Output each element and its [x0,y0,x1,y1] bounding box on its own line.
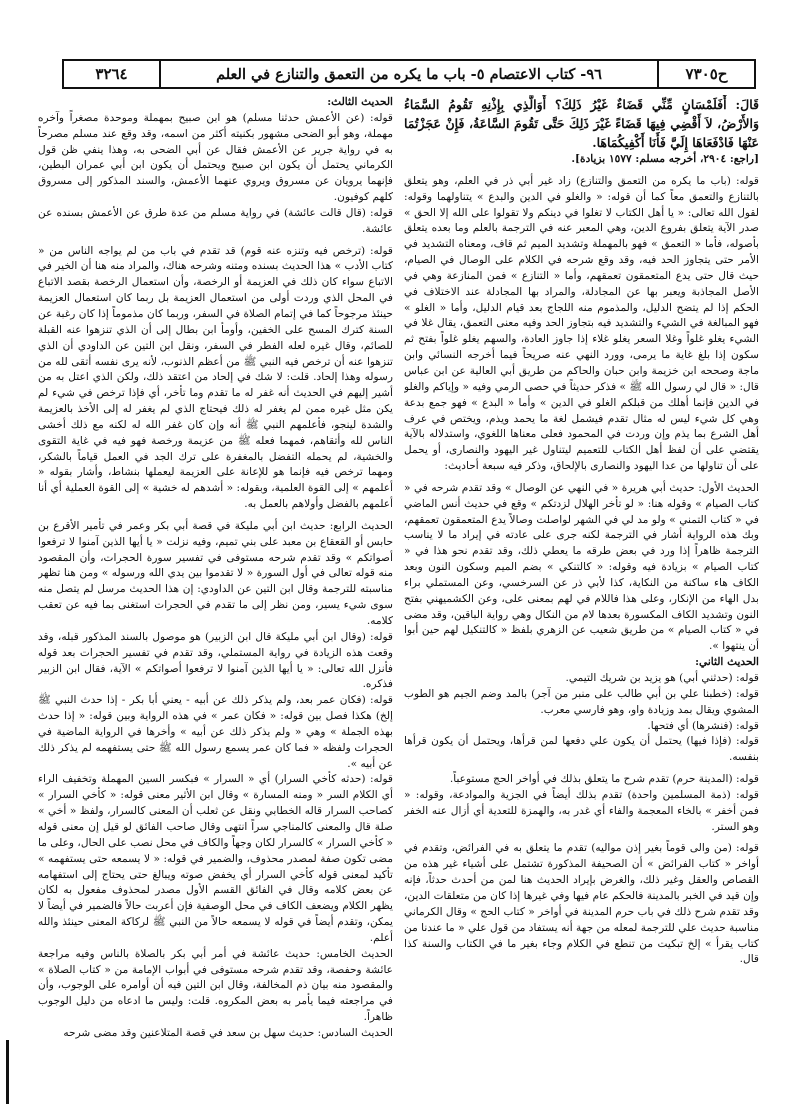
paragraph: قوله: (قال قالت عائشة) في رواية مسلم من عدة طرق عن الأعمش بسنده عن عائشة. [38,206,393,235]
paragraph: قوله: (عن الأعمش حدثنا مسلم) هو ابن صبيح بمهملة وموحدة مصغراً وآخره مهملة، وهو أبو الضحى مشهور بكنيته أكثر من اسمه، وقد وقع عند مسلم مصرحاً به في رواية جرير عن الأعمش فقال عن أبي الضحى به، وهذا ينفي ظن قول الكرماني يحتمل أن يكون ابن صبيح ويحتمل أن يكون ابن أبي عمران البطين، فإنهما يرويان عن مسروق ويروي عنهما الأعمش، والسند المذكور إلى مسروق كلهم كوفيون. [38,111,393,204]
margin-rule [6,1040,9,1104]
paragraph: قوله: (فإذا فيها) يحتمل أن يكون علي دفعها لمن قرأها، ويحتمل أن يكون قرأها بنفسه. [404,735,759,764]
running-header [62,59,756,89]
paragraph: الحديث الثالث: [327,96,393,108]
page-number: ٣٢٦٤ [64,61,161,87]
paragraph: قوله: (ترخص فيه وتنزه عنه قوم) قد تقدم في باب من لم يواجه الناس من « كتاب الأدب » هذا الحديث بسنده ومتنه وشرحه هناك، والمراد منه هنا أن الخير في الاتباع سواء كان ذلك في العزيمة أو الرخصة، وأن استعمال الرخصة بقصد الاتباع في المحل الذي وردت أولى من استعمال العزيمة بل ربما كان استعمال العزيمة حينئذ مرجوحاً كما في إتمام الصلاة في السفر، وربما كان مذموماً إذا كان رغبة عن السنة كترك المسح على الخفين، وأومأ ابن بطال إلى أن الذي تنزهوا عنه القبلة للصائم، وقال غيره لعله الفطر في السفر، ونقل ابن التين عن الداودي أن الذي تنزهوا عنه أن ترخص فيه النبي ﷺ من أعظم الذنوب، لأنه يرى نفسه أتقى لله من رسوله وهذا إلحاد. قلت: لا شك في إلحاد من اعتقد ذلك، ولكن الذي اعتل به من أشير إليهم في الحديث أنه غفر له ما تقدم وما تأخر، أي فإذا ترخص في شيء لم يكن مثل غيره ممن لم يغفر له ذلك فيحتاج الذي لم يغفر له إلى الأخذ بالعزيمة والشدة لينجو، فأعلمهم النبي ﷺ أنه وإن كان غفر الله له لكنه مع ذلك أخشى الناس لله وأتقاهم، فمهما فعله ﷺ من عزيمة ورخصة فهو فيه في غاية التقوى والخشية، لم يحمله التفضل بالمغفرة على ترك الجد في العمل قياماً بالشكر، ومهما ترخص فيه فإنما هو للإعانة على العزيمة ليعملها بنشاط، وأشار بقوله « أعلمهم » إلى القوة العلمية، وبقوله: « أشدهم له خشية » إلى القوة العملية أي أنا أعلمهم بالفضل وأولاهم بالعمل به. [38,244,393,511]
paragraph: قوله: (ذمة المسلمين واحدة) تقدم بذلك أيضاً في الجزية والموادعة، وقوله: « فمن أخفر » بالخاء المعجمة والفاء أي غدر به، والهمزة للتعدية أي أزال عنه الخفر وهو الستر. [404,788,759,833]
chapter-title: ٩٦- كتاب الاعتصام ٥- باب ما يكره من التعمق والتنازع في العلم [216,65,602,83]
paragraph: قوله: (خطبنا علي بن أبي طالب على منبر من آجر) بالمد وضم الجيم هو الطوب المشوي ويقال بمد وزيادة واو، وهو فارسي معرب. [404,687,759,716]
paragraph: قوله: (باب ما يكره من التعمق والتنازع) زاد غير أبي ذر في العلم، وهو يتعلق بالتنازع والتعمق معاً كما أن قوله: « والغلو في الدين والبدع » يتناولهما وقوله: لقول الله تعالى: « يا أهل الكتاب لا تغلوا في دينكم ولا تقولوا على الله إلا الحق » صدر الآية يتعلق بفروع الدين، وهي المعبر عنه في الترجمة بالعلم وما بعده يتعلق بأصوله، فأما « التعمق » فهو بالمهملة وتشديد الميم ثم قاف، ومعناه التشديد في الأمر حتى يتجاوز الحد فيه، وقد وقع شرحه في الكلام على الوصال في الصيام، حيث قال حتى يدع المتعمقون تعمقهم، وأما « التنازع » فمن المنازعة وهي في الأصل المجاذبة ويعبر بها عن المجادلة، والمراد بها المجادلة عند الاختلاف في الحكم إذا لم يتضح الدليل، والمذموم منه اللجاج بعد قيام الدليل، وأما « الغلو » فهو المبالغة في الشيء والتشديد فيه بتجاوز الحد وفيه معنى التعمق، يقال غلا في الشيء يغلو غلواً وغلا السعر يغلو غلاء إذا جاوز العادة، والسهم يغلو غلواً بفتح ثم سكون إذا بلغ غاية ما يرمى، وورد النهي عنه صريحاً فيما أخرجه النسائي وابن ماجة وصححه ابن خزيمة وابن حبان والحاكم من طريق أبي العالية عن ابن عباس قال: « قال لي رسول الله ﷺ » فذكر حديثاً في حصى الرمي وفيه « وإياكم والغلو في الدين فإنما أهلك من قبلكم الغلو في الدين » وأما « البدع » فهو جمع بدعة وهي كل شيء ليس له مثال تقدم فيشمل لغة ما يحمد ويذم، ويختص في عرف أهل الشرع بما يذم وإن وردت في المحمود فعلى معناها اللغوي، واستدلاله بالآية يقتضي على أن لفظ أهل الكتاب للتعميم ليتناول غير اليهود والنصارى، أو يحمل على أن تناولها من عدا اليهود والنصارى بالإلحاق، وذكر فيه سبعة أحاديث: [404,174,759,473]
hadith-reference: ح٧٣٠٥ [657,61,754,87]
paragraph: الحديث الثاني: [695,656,759,669]
paragraph: الحديث الخامس: حديث عائشة في أمر أبي بكر بالصلاة بالناس وفيه مراجعة عائشة وحفصة، وقد تقدم شرحه مستوفى في أبواب الإمامة من « كتاب الصلاة » والمقصود منه بيان ذم المخالفة، وقال ابن التين فيه أن أوامره على الوجوب، وأن في مراجعته فيما يأمر به بعض المكروه. قلت: وليس ما ادعاه من دليل الوجوب ظاهراً. [38,947,393,1024]
paragraph: قوله: (فكان عمر بعد، ولم يذكر ذلك عن أبيه - يعني أبا بكر - إذا حدث النبي ﷺ إلخ) هكذا فصل بين قوله: « فكان عمر » في هذه الرواية وبين قوله: « إذا حدث بهذه الجملة » وهي « ولم يذكر ذلك عن أبيه » وأخرها في الرواية الماضية في الحجرات ولفظه « فما كان عمر يسمع رسول الله ﷺ حتى يستفهمه لم يذكر ذلك عن أبيه ». [38,694,393,770]
paragraph: قوله: (من والى قوماً بغير إذن مواليه) تقدم ما يتعلق به في الفرائض، وتقدم في أواخر « كتاب الفرائض » أن الصحيفة المذكورة تشتمل على أشياء غير هذه من القصاص والعقل وغير ذلك، والغرض بإيراد الحديث هنا لمن من أحدث حدثاً، فإنه وإن قيد في الخبر بالمدينة فالحكم عام فيها وفي غيرها إذا كان من متعلقات الدين، وقد تقدم شرح ذلك في باب حرم المدينة في أواخر « كتاب الحج » وقال الكرماني مناسبة حديث علي للترجمة لمعله من جهة أنه يستفاد من قول علي « ما عندنا من كتاب يقرأ » إلخ تبكيت من تنطع في الكلام وجاء بغير ما في الكتاب والسنة كذا قال. [404,842,759,966]
paragraph: [راجع: ٢٩٠٤، أخرجه مسلم: ١٥٧٧ بزيادة]. [571,153,759,165]
paragraph: الحديث الرابع: حديث ابن أبي مليكة في قصة أبي بكر وعمر في تأمير الأقرع بن حابس أو القعقاع بن معبد على بني تميم، وفيه نزلت « يا أيها الذين آمنوا لا ترفعوا أصواتكم » وقد تقدم شرحه مستوفى في تفسير سورة الحجرات، وأن المقصود منه قوله تعالى في أول السورة « لا تقدموا بين يدي الله ورسوله » ومن هنا تظهر مناسبته للترجمة وقال ابن التين عن الداودي: إن هذا الحديث مرسل لم يتصل منه سوى شيء يسير، ومن نظر إلى ما تقدم في الحجرات استغنى بما فيه عن تعقب كلامه. [38,519,393,627]
paragraph: قوله: (المدينة حرم) تقدم شرح ما يتعلق بذلك في أواخر الحج مستوعباً. [449,773,759,786]
paragraph: قوله: (وقال ابن أبي مليكة قال ابن الزبير) هو موصول بالسند المذكور قبله، وقد وقعت هذه الزيادة في رواية المستملي، وقد تقدم في تفسير الحجرات بعد قوله فأنزل الله تعالى: « يا أيها الذين آمنوا لا ترفعوا أصواتكم » الآية، فقال ابن الزبير فذكره. [38,630,393,691]
left-text-column [38,95,393,1105]
paragraph: قوله: (حدثه كأخي السرار) أي « السرار » فبكسر السين المهملة وتخفيف الراء أي الكلام السر « ومنه المسارة » وقال ابن الأثير معنى قوله: « كأخي السرار » كصاحب السرار قاله الخطابي ونقل عن ثعلب أن المعنى كالسرار، ولفظ « أخي » صلة قال والمعنى كالمناجي سراً انتهى وقال صاحب الفائق لو قيل إن معنى قوله « كأخي السرار » كالسرار لكان وجهاً والكاف في محل نصب على الحال، وعلى ما مضى تكون صفة لمصدر محذوف، والضمير في قوله: « لا يسمعه حتى يستفهمه » تأكيد لمعنى قوله كأخي السرار أي يخفض صوته ويبالغ حتى يحتاج إلى استفهامه عن بعض كلامه وقال في الفائق القسم الأول مصدر لمحذوف مفعول به لكان يظهر الكلام ويضعف الكاف في محل الوصفية فإن أعربت حالاً فالضمير في أيضاً لا يمكن، وتقدم أيضاً في قوله لا يسمعه حالاً من النبي ﷺ لركاكة المعنى حينئذ والله أعلم. [38,773,393,944]
paragraph: قَالَ: أَفَلَمْسَانٍ مِّنِّي قَضَاءٌ غَيْرُ ذَلِكَ؟ أَوَالَّذِي بِإِذْنِهِ تَقُومُ السَّمَاءُ وَالأَرْضُ، لاَ أَقْضِي فِيهَا قَضَاءً غَيْرَ ذَلِكَ حَتَّى تَقُومَ السَّاعَةُ، فَإِنْ عَجَزْتُمَا عَنْهَا فَادْفَعَاهَا إِلَيَّ فَأَنَا أَكْفِيكُمَاهَا. [404,97,759,150]
paragraph: قوله: (حدثني أبي) هو يزيد بن شريك التيمي. [565,672,759,684]
right-text-column [404,95,759,1105]
paragraph: الحديث الأول: حديث أبي هريرة « في النهي عن الوصال » وقد تقدم شرحه في « كتاب الصيام » وقوله هنا: « لو تأخر الهلال لزدتكم » وقع في حديث أنس الماضي في « كتاب التمني » ولو مد لي في الشهر لواصلت وصالاً يدع المتعمقون تعمقهم، وبك هذه الرواية أشار في الترجمة لكنه جرى على عادته في إيراد ما لا يناسب الترجمة ظاهراً إذا ورد في بعض طرقه ما يعطي ذلك، وقد تقدم نحو هذا في « كتاب الصيام » بزيادة فيه وقوله: « كالتنكي » بضم الميم وسكون النون وبعد الكاف هاء ساكنة من النكاية، كذا لأبي ذر عن السرخسي، وعن المستملي براء بدل الهاء من الإنكار، وعلى هذا فاللام في لهم بمعنى على، وعن الكشميهني بفتح النون وتشديد الكاف المكسورة بعدها لام من النكال وهي رواية الباقين، وقد مضى في « كتاب الصيام » من طريق شعيب عن الزهري بلفظ « كالتنكيل لهم حين أبوا أن ينتهوا ». [404,481,759,653]
paragraph: قوله: (فنشرها) أي فتحها. [647,719,759,732]
paragraph: الحديث السادس: حديث سهل بن سعد في قصة المتلاعنين وقد مضى شرحه [63,1026,393,1039]
